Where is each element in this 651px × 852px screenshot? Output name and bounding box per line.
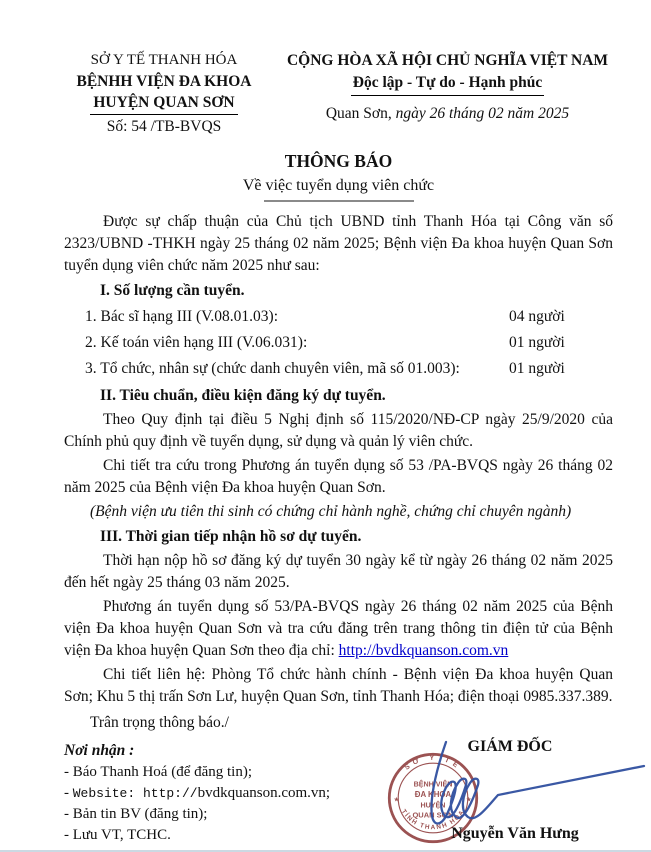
section3-paragraph-2 (64, 596, 613, 662)
section2-paragraph-2: Chi tiết tra cứu trong Phương án tuyển dụng số 53 /PA-BVQS ngày 26 tháng 02 năm 2025 của Bệnh viện Đa khoa huyện Quan Sơn. (64, 457, 613, 496)
recipient-item-2-dash: - (64, 785, 73, 801)
issuing-org-block (64, 50, 264, 137)
section1-heading: I. Số lượng cần tuyển. (100, 282, 245, 299)
document-subtitle: Về việc tuyển dụng viên chức (242, 177, 435, 194)
recruit-label: 2. Kế toán viên hạng III (V.06.031): (85, 334, 308, 351)
recipient-item-1: - Báo Thanh Hoá (để đăng tin); (64, 764, 253, 780)
closing-line: Trân trọng thông báo./ (90, 714, 229, 731)
section3-heading: III. Thời gian tiếp nhận hồ sơ dự tuyển. (100, 528, 362, 545)
recruit-count: 01 người (509, 360, 565, 377)
signer-title: GIÁM ĐỐC (467, 738, 553, 755)
document-number: Số: 54 /TB-BVQS (106, 118, 222, 135)
place: Quan Sơn, (325, 105, 392, 122)
document-body (64, 211, 613, 734)
stamp-star-right-icon: ★ (465, 796, 472, 804)
recruit-count: 04 người (509, 308, 565, 325)
stamp-center-line-4: QUAN SƠN (412, 810, 454, 820)
stamp-arc-top-text: SỞ Y TẾ (403, 754, 463, 772)
priority-note: (Bệnh viện ưu tiên thi sinh có chứng chỉ hành nghề, chứng chỉ chuyên ngành) (90, 503, 572, 520)
place-date-line (282, 103, 613, 125)
stamp-arc-bottom-text: TỈNH THANH HÓA (399, 808, 467, 832)
document-footer (0, 736, 651, 852)
recipients-block (64, 740, 330, 846)
hospital-website-link[interactable]: http://bvdkquanson.com.vn (338, 642, 509, 659)
national-motto: Độc lập - Tự do - Hạnh phúc (351, 72, 544, 96)
document-header (64, 50, 613, 137)
stamp-center-line-2: ĐA KHOA (414, 790, 452, 800)
recipient-item-3: - Bản tin BV (đăng tin); (64, 806, 208, 822)
title-block (64, 149, 613, 202)
stamp-star-left-icon: ★ (393, 796, 400, 804)
recruit-label: 1. Bác sĩ hạng III (V.08.01.03): (85, 308, 279, 325)
recruit-label: 3. Tổ chức, nhân sự (chức danh chuyên viên, mã số 01.003): (85, 360, 460, 377)
recruit-row-1 (64, 304, 613, 330)
document-title: THÔNG BÁO (284, 151, 393, 171)
subtitle-divider (264, 200, 414, 202)
signer-name: Nguyễn Văn Hưng (451, 825, 579, 842)
recipient-item-2-url-rest: bvdkquanson.com.vn; (197, 785, 331, 801)
recruit-count: 01 người (509, 334, 565, 351)
issue-date: ngày 26 tháng 02 năm 2025 (395, 105, 570, 122)
recipient-item-2-url-mono: Website: http:// (72, 786, 198, 801)
district-name: HUYỆN QUAN SƠN (90, 92, 237, 115)
contact-paragraph: Chi tiết liên hệ: Phòng Tổ chức hành chính - Bệnh viện Đa khoa huyện Quan Sơn; Khu 5 thị trấn Sơn Lư, huyện Quan Sơn, tỉnh Thanh Hóa; điện thoại 0985.337.389. (64, 666, 613, 705)
section2-heading: II. Tiêu chuẩn, điều kiện đăng ký dự tuyển. (100, 387, 386, 404)
recruit-row-3 (64, 356, 613, 382)
section3-paragraph-2-text: Phương án tuyển dụng số 53/PA-BVQS ngày 26 tháng 02 năm 2025 của Bệnh viện Đa khoa huyện Quan Sơn và tra cứu đăng trên trang thông tin điện tử của Bệnh viện Đa khoa huyện Quan Sơn theo địa chỉ: (64, 598, 613, 659)
intro-paragraph: Được sự chấp thuận của Chủ tịch UBND tỉnh Thanh Hóa tại Công văn số 2323/UBND -THKH ngày 25 tháng 02 năm 2025; Bệnh viện Đa khoa huyện Quan Sơn tuyển dụng viên chức năm 2025 như sau: (64, 213, 613, 274)
recipients-heading: Nơi nhận : (64, 742, 135, 759)
department-name: SỞ Y TẾ THANH HÓA (90, 52, 238, 68)
section3-paragraph-1: Thời hạn nộp hồ sơ đăng ký dự tuyển 30 ngày kể từ ngày 26 tháng 02 năm 2025 đến hết ngày 25 tháng 03 năm 2025. (64, 552, 613, 591)
national-title: CỘNG HÒA XÃ HỘI CHỦ NGHĨA VIỆT NAM (286, 52, 609, 69)
section2-paragraph-1: Theo Quy định tại điều 5 Nghị định số 115/2020/NĐ-CP ngày 25/9/2020 của Chính phủ quy định về tuyển dụng, sử dụng và quản lý viên chức. (64, 411, 613, 450)
hospital-name: BỆNHH VIỆN ĐA KHOA (76, 73, 252, 90)
recruit-row-2 (64, 330, 613, 356)
stamp-center-line-3: HUYỆN (420, 801, 446, 810)
recipient-item-2 (64, 783, 330, 804)
stamp-center-line-1: BỆNH VIỆN (413, 780, 453, 789)
national-header-block (264, 50, 613, 137)
recipient-item-4: - Lưu VT, TCHC. (64, 827, 171, 843)
